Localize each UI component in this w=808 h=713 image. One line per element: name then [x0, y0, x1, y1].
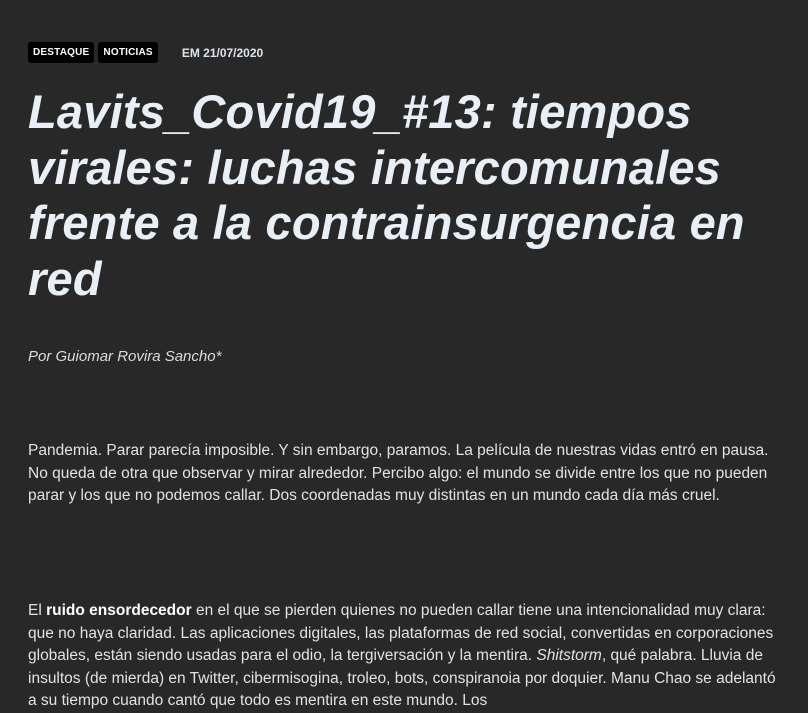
article-title: Lavits_Covid19_#13: tiempos virales: luchas intercomunales frente a la contrainsurgencia en red — [28, 85, 745, 305]
text: El — [28, 602, 47, 619]
text: , qué palabra. Lluvia de insultos (de mierda) en Twitter, cibermisogina, troleo, bots, conspiranoia por doquier. Manu Chao se adelantó a su tiempo cuando cantó que todo es mentira en este mundo. Los — [28, 647, 776, 709]
paragraph-2 — [28, 600, 788, 713]
bold-text: ruido ensordecedor — [46, 602, 192, 619]
article-meta — [28, 42, 263, 63]
publish-date: EM 21/07/2020 — [181, 45, 264, 60]
paragraph-1: Pandemia. Parar parecía imposible. Y sin embargo, paramos. La película de nuestras vidas entró en pausa. No queda de otra que observar y mirar alrededor. Percibo algo: el mundo se divide entre los que no pueden parar y los que no podemos callar. Dos coordenadas muy distintas en un mundo cada día más cruel. — [28, 442, 769, 504]
tag-noticias[interactable]: NOTICIAS — [98, 42, 157, 63]
text: en el que se pierden quienes no pueden callar tiene una intencionalidad muy clara: que no haya claridad. Las aplicaciones digitales, las plataformas de red social, convertidas en corporaciones globales, están siendo usadas para el odio, la tergiversación y la mentira. — [28, 602, 774, 664]
italic-text: Shitstorm — [536, 647, 602, 664]
byline: Por Guiomar Rovira Sancho* — [28, 348, 222, 365]
tag-destaque[interactable]: DESTAQUE — [28, 42, 94, 63]
